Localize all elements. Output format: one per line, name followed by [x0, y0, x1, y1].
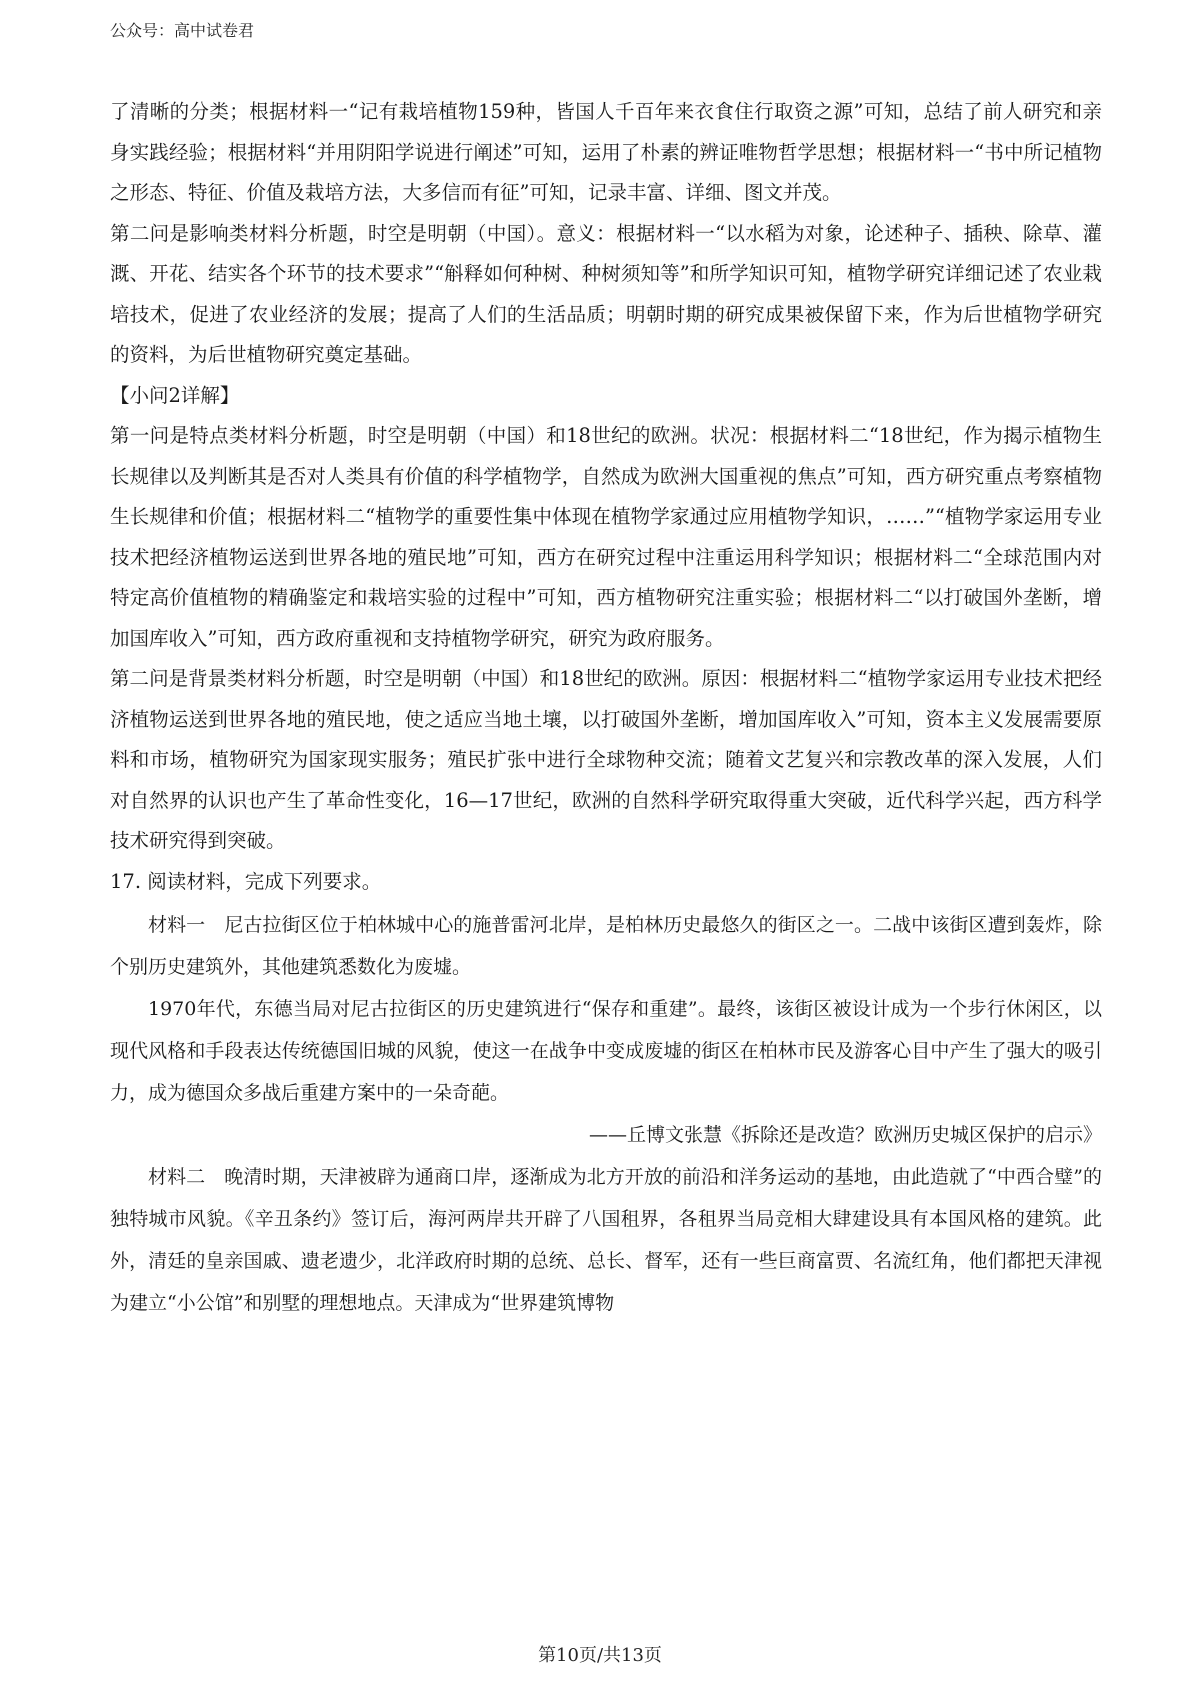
- question-title: 17. 阅读材料，完成下列要求。: [110, 869, 382, 893]
- watermark-text: 公众号：高中试卷君: [110, 21, 255, 40]
- answer-paragraph: 第二问是影响类材料分析题，时空是明朝（中国）。意义：根据材料一“以水稻为对象，论述种子、插秧、除草、灌溉、开花、结实各个环节的技术要求”“斛释如何种树、种树须知等”和所学知识可知，植物学研究详细记述了农业栽培技术，促进了农业经济的发展；提高了人们的生活品质；明朝时期的研究成果被保留下来，作为后世植物学研究的资料，为后世植物研究奠定基础。: [110, 221, 1102, 366]
- section-heading: 【小问2详解】: [110, 383, 240, 407]
- material-paragraph: 1970年代，东德当局对尼古拉街区的历史建筑进行“保存和重建”。最终，该街区被设计成为一个步行休闲区，以现代风格和手段表达传统德国旧城的风貌，使这一在战争中变成废墟的街区在柏林市民及游客心目中产生了强大的吸引力，成为德国众多战后重建方案中的一朵奇葩。: [110, 998, 1102, 1104]
- material-paragraph: 材料一 尼古拉街区位于柏林城中心的施普雷河北岸，是柏林历史最悠久的街区之一。二战中该街区遭到轰炸，除个别历史建筑外，其他建筑悉数化为废墟。: [110, 914, 1102, 978]
- material-source: ——丘博文张慧《拆除还是改造？欧洲历史城区保护的启示》: [588, 1124, 1102, 1146]
- material-paragraph: 材料二 晚清时期，天津被辟为通商口岸，逐渐成为北方开放的前沿和洋务运动的基地，由此造就了“中西合璧”的独特城市风貌。《辛丑条约》签订后，海河两岸共开辟了八国租界，各租界当局竞相大肆建设具有本国风格的建筑。此外，清廷的皇亲国戚、遗老遗少，北洋政府时期的总统、总长、督军，还有一些巨商富贾、名流红角，他们都把天津视为建立“小公馆”和别墅的理想地点。天津成为“世界建筑博物: [110, 1166, 1102, 1314]
- answer-paragraph: 第一问是特点类材料分析题，时空是明朝（中国）和18世纪的欧洲。状况：根据材料二“18世纪，作为揭示植物生长规律以及判断其是否对人类具有价值的科学植物学，自然成为欧洲大国重视的焦点”可知，西方研究重点考察植物生长规律和价值；根据材料二“植物学的重要性集中体现在植物学家通过应用植物学知识，……”“植物学家运用专业技术把经济植物运送到世界各地的殖民地”可知，西方在研究过程中注重运用科学知识；根据材料二“全球范围内对特定高价值植物的精确鉴定和栽培实验的过程中”可知，西方植物研究注重实验；根据材料二“以打破国外垄断，增加国库收入”可知，西方政府重视和支持植物学研究，研究为政府服务。: [110, 424, 1102, 650]
- answer-paragraph: 第二问是背景类材料分析题，时空是明朝（中国）和18世纪的欧洲。原因：根据材料二“植物学家运用专业技术把经济植物运送到世界各地的殖民地，使之适应当地土壤，以打破国外垄断，增加国库收入”可知，资本主义发展需要原料和市场，植物研究为国家现实服务；殖民扩张中进行全球物种交流；随着文艺复兴和宗教改革的深入发展，人们对自然界的认识也产生了革命性变化，16—17世纪，欧洲的自然科学研究取得重大突破，近代科学兴起，西方科学技术研究得到突破。: [110, 667, 1102, 852]
- answer-paragraph: 了清晰的分类；根据材料一“记有栽培植物159种，皆国人千百年来衣食住行取资之源”可知，总结了前人研究和亲身实践经验；根据材料“并用阴阳学说进行阐述”可知，运用了朴素的辨证唯物哲学思想；根据材料一“书中所记植物之形态、特征、价值及栽培方法，大多信而有征”可知，记录丰富、详细、图文并茂。: [110, 100, 1102, 204]
- page-number: 第10页/共13页: [538, 1645, 662, 1666]
- document-body: [110, 92, 1102, 1324]
